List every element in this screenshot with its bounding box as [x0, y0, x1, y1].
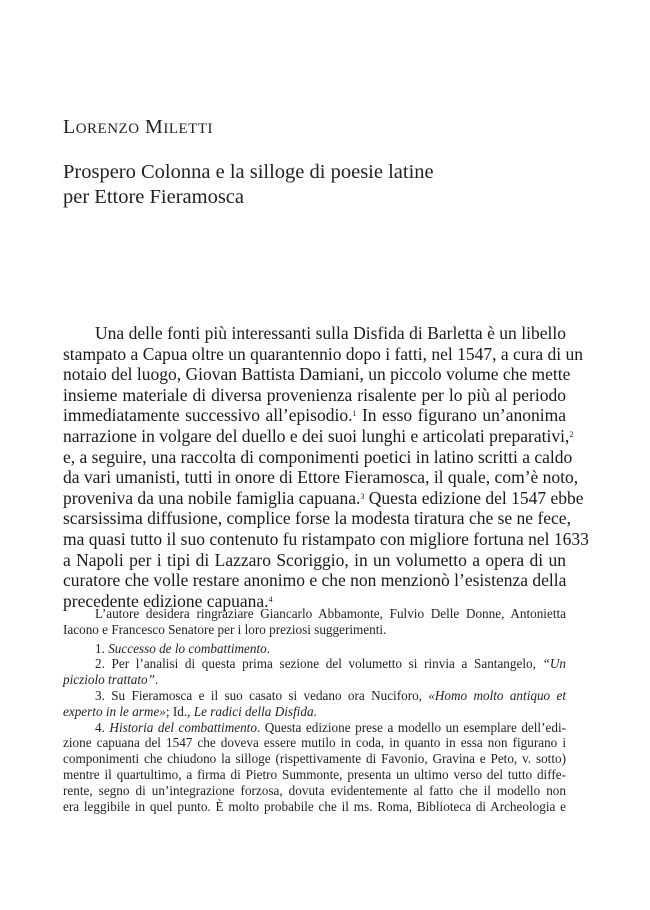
article-title	[63, 160, 523, 210]
body-line: scarsissima diffusione, complice forse la modesta tiratura che se ne fece,	[63, 508, 571, 529]
body-line: notaio del luogo, Giovan Battista Damiani, un piccolo volume che mette	[63, 364, 571, 385]
footnote-4-cont: era leggibile in quel punto. È molto probabile che il ms. Roma, Biblioteca di Archeologia e	[63, 798, 566, 814]
footnote-ref: 2	[569, 429, 574, 439]
footnote-4-cont: rente, segno di un’integrazione forzosa, dovuta evidentemente al fatto che il modello non	[63, 782, 566, 798]
author-name: LORENZO MILETTI	[63, 116, 213, 138]
footnote-3: 3. Su Fieramosca e il suo casato si vedano ora Nuciforo, «Homo molto antiquo et	[95, 687, 566, 703]
body-line: insieme materiale di diversa provenienza risalente per lo più al periodo	[63, 384, 566, 405]
body-line: da vari umanisti, tutti in onore di Ettore Fieramosca, il quale, com’è noto,	[63, 467, 579, 488]
body-line: e, a seguire, una raccolta di componimenti poetici in latino scritti a caldo	[63, 446, 573, 467]
footnote-4-cont: zione capuana del 1547 che doveva essere mutilo in coda, in quanto in essa non figurano i	[63, 735, 566, 751]
footnote-1: 1. Successo de lo combattimento.	[95, 640, 271, 656]
footnote-ref: 1	[352, 409, 357, 419]
body-line: immediatamente successivo all’episodio.$^1$ In esso figurano un’anonima	[63, 405, 566, 426]
body-line: ma quasi tutto il suo contenuto fu ristampato con migliore fortuna nel 1633	[63, 528, 589, 549]
title-line: per Ettore Fieramosca	[63, 186, 245, 208]
body-line: a Napoli per i tipi di Lazzaro Scoriggio, in un volumetto a opera di un	[63, 549, 566, 570]
footnote-2-cont: picziolo trattato”.	[63, 672, 159, 688]
footnote-ref: 4	[268, 594, 273, 604]
acknowledgement-line: L’autore desidera ringraziare Giancarlo Abbamonte, Fulvio Delle Donne, Antonietta	[95, 606, 566, 621]
title-line: Prospero Colonna e la silloge di poesie latine	[63, 161, 434, 183]
acknowledgement-line: Iacono e Francesco Senatore per i loro preziosi suggerimenti.	[63, 621, 387, 637]
footnote-4: 4. Historia del combattimento. Questa edizione prese a modello un esemplare dell’edi-	[95, 719, 566, 735]
body-line: precedente edizione capuana.$^4$	[63, 590, 273, 611]
footnote-4-cont: mentre il quartultimo, a firma di Pietro Summonte, presenta un ultimo verso del tutto diffe-	[63, 766, 566, 782]
footnotes	[63, 606, 566, 814]
footnote-4-cont: componimenti che chiudono la silloge (rispettivamente di Favonio, Gravina e Peto, v. sotto)	[63, 751, 566, 767]
footnote-ref: 3	[360, 491, 365, 501]
footnote-3-cont: experto in le arme»; Id., Le radici della Disfida.	[63, 703, 317, 719]
body-line: Una delle fonti più interessanti sulla Disfida di Barletta è un libello	[95, 323, 566, 343]
footnote-2: 2. Per l’analisi di questa prima sezione del volumetto si rinvia a Santangelo, “Un	[95, 656, 566, 672]
body-line: curatore che volle restare anonimo e che non menzionò l’esistenza della	[63, 570, 567, 591]
body-line: stampato a Capua oltre un quarantennio dopo i fatti, nel 1547, a cura di un	[63, 343, 583, 364]
body-paragraph	[63, 323, 589, 611]
body-line: proveniva da una nobile famiglia capuana.$^3$ Questa edizione del 1547 ebbe	[63, 487, 584, 508]
body-line: narrazione in volgare del duello e dei suoi lunghi e articolati preparativi,$^2$	[63, 425, 574, 446]
